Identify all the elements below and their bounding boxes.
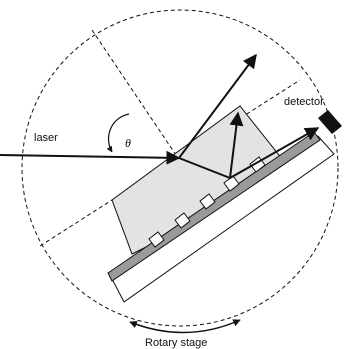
laser-beam bbox=[0, 155, 179, 158]
detector-label: detector bbox=[284, 96, 324, 108]
rotary-stage-arrow bbox=[130, 320, 240, 333]
detector bbox=[318, 110, 342, 134]
rotary-stage-label: Rotary stage bbox=[145, 337, 208, 349]
dashed-reference-line-1 bbox=[92, 30, 178, 158]
theta-label: θ bbox=[125, 136, 131, 150]
laser-label: laser bbox=[34, 132, 58, 144]
